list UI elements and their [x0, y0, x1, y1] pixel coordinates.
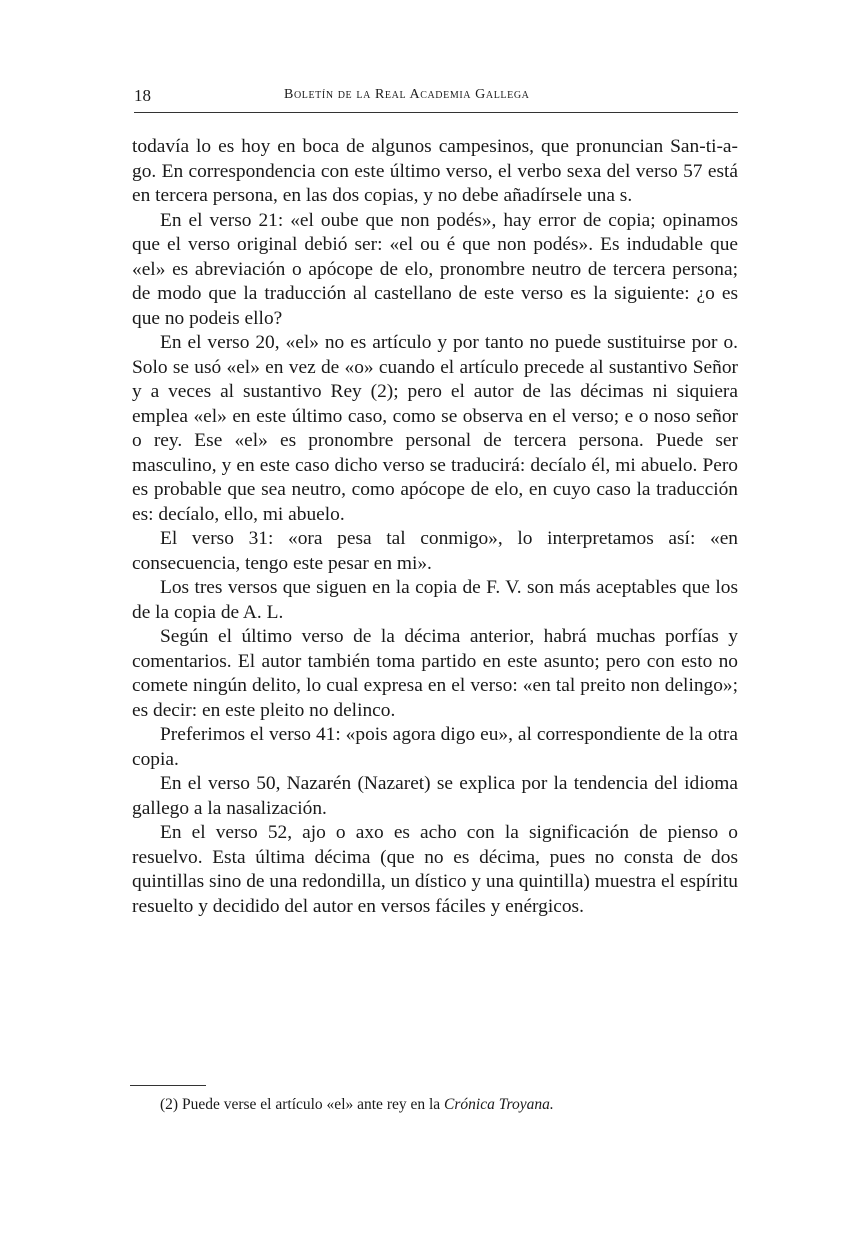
paragraph: En el verso 20, «el» no es artículo y por tanto no puede sustituirse por o. Solo se usó «el» en vez de «o» cuando el artículo precede al sustantivo Señor y a veces al sustantivo Rey (2); pero el autor de las décimas ni siquiera emplea «el» en este último caso, como se observa en el verso; e o noso señor o rey. Ese «el» es pronombre personal de tercera persona. Puede ser masculino, y en este caso dicho verso se traducirá: decíalo él, mi abuelo. Pero es probable que sea neutro, como apócope de elo, en cuyo caso la traducción es: decíalo, ello, mi abuelo. [132, 332, 738, 525]
paragraph: En el verso 52, ajo o axo es acho con la significación de pienso o resuelvo. Esta última décima (que no es décima, pues no consta de dos quintillas sino de una redondilla, un dístico y una quintilla) muestra el espíritu resuelto y decidido del autor en versos fáciles y enérgicos. [132, 822, 738, 917]
header-rule [134, 112, 738, 113]
paragraph: El verso 31: «ora pesa tal conmigo», lo interpretamos así: «en consecuencia, tengo este pesar en mi». [132, 528, 738, 574]
paragraph-continuation: todavía lo es hoy en boca de algunos campesinos, que pronuncian San-ti-a-go. En correspondencia con este último verso, el verbo sexa del verso 57 está en tercera persona, en las dos copias, y no debe añadírsele una s. [132, 136, 738, 206]
paragraph: Los tres versos que siguen en la copia de F. V. son más aceptables que los de la copia de A. L. [132, 577, 738, 623]
paragraph: En el verso 21: «el oube que non podés», hay error de copia; opinamos que el verso original debió ser: «el ou é que non podés». Es indudable que «el» es abreviación o apócope de elo, pronombre neutro de tercera persona; de modo que la traducción al castellano de este verso es la siguiente: ¿o es que no podeis ello? [132, 209, 738, 329]
footnote [160, 1095, 720, 1115]
footnote-rule [130, 1085, 206, 1086]
paragraph: Según el último verso de la décima anterior, habrá muchas porfías y comentarios. El autor también toma partido en este asunto; pero con esto no comete ningún delito, lo cual expresa en el verso: «en tal preito non delingo»; es decir: en este pleito no delinco. [132, 626, 738, 721]
footnote-text: Puede verse el artículo «el» ante rey en la [181, 1096, 441, 1113]
footnote-marker: (2) [160, 1096, 179, 1113]
page-header [134, 86, 738, 112]
page-number: 18 [134, 86, 151, 105]
paragraph: Preferimos el verso 41: «pois agora digo eu», al correspondiente de la otra copia. [132, 724, 738, 770]
paragraph: En el verso 50, Nazarén (Nazaret) se explica por la tendencia del idioma gallego a la nasalización. [132, 773, 738, 819]
body-text [132, 135, 738, 919]
running-title: Boletín de la Real Academia Gallega [284, 87, 530, 102]
footnote-cited-title: Crónica Troyana. [444, 1096, 554, 1113]
